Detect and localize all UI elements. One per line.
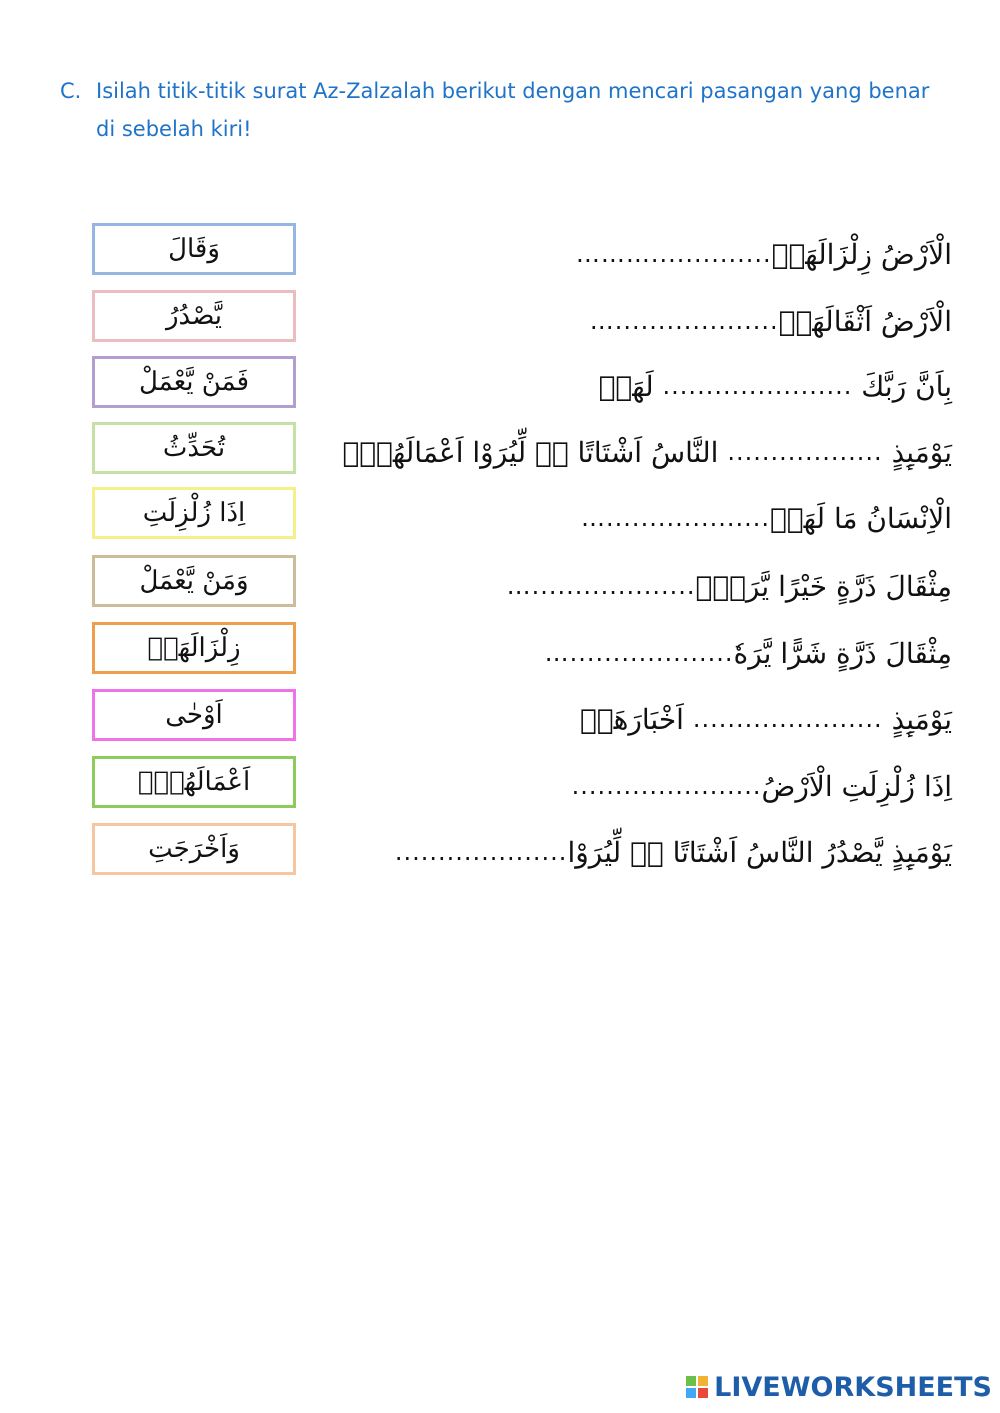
logo-square	[686, 1376, 696, 1386]
answer-option[interactable]: وَقَالَ	[92, 223, 296, 275]
question-prefix: بِاَنَّ رَبَّكَ	[861, 369, 952, 403]
answer-blank[interactable]: …...................	[506, 572, 696, 600]
question-text: اِذَا زُلْزِلَتِ الْاَرْضُ	[761, 769, 952, 803]
answer-option[interactable]: اِذَا زُلْزِلَتِ	[92, 487, 296, 539]
answer-option[interactable]: زِلْزَالَهَاۙ	[92, 622, 296, 674]
question-line	[590, 295, 952, 347]
answer-blank[interactable]: ......................	[662, 372, 853, 400]
question-line	[395, 826, 952, 878]
answer-option[interactable]: فَمَنْ يَّعْمَلْ	[92, 356, 296, 408]
logo-square	[698, 1388, 708, 1398]
question-text: الْاِنْسَانُ مَا لَهَاۚ	[770, 501, 952, 535]
answer-blank[interactable]: …...................	[589, 307, 779, 335]
answer-blank[interactable]: ......................	[571, 772, 762, 800]
question-line	[342, 426, 952, 478]
question-text: مِثْقَالَ ذَرَّةٍ شَرًّا يَّرَهٗ	[733, 636, 952, 670]
instruction-marker: C.	[60, 79, 82, 103]
question-line	[581, 492, 952, 544]
question-line	[576, 228, 952, 280]
answer-blank[interactable]: …...................	[581, 504, 770, 532]
question-text: الْاَرْضُ اَثْقَالَهَاۙ	[778, 304, 952, 338]
answer-blank[interactable]: …...................	[544, 639, 734, 667]
brand-name: LIVEWORKSHEETS	[714, 1371, 992, 1403]
answer-option[interactable]: وَمَنْ يَّعْمَلْ	[92, 555, 296, 607]
question-line	[599, 360, 952, 412]
question-text: يَوْمَىِٕذٍ يَّصْدُرُ النَّاسُ اَشْتَاتًا ەۙ لِّيُرَوْا	[567, 835, 952, 869]
answer-option[interactable]: يَّصْدُرُ	[92, 290, 296, 342]
question-prefix: يَوْمَىِٕذٍ	[891, 702, 952, 736]
logo-square	[686, 1388, 696, 1398]
logo-mark-icon	[686, 1376, 708, 1398]
question-prefix: يَوْمَىِٕذٍ	[891, 435, 952, 469]
question-text: لَهَاۗ	[598, 369, 654, 403]
question-line	[580, 693, 952, 745]
answer-option[interactable]: اَعْمَالَهُمْۗ	[92, 756, 296, 808]
question-text: الْاَرْضُ زِلْزَالَهَاۙ	[771, 237, 952, 271]
answer-blank[interactable]: ………..............	[575, 240, 772, 268]
liveworksheets-logo	[686, 1369, 992, 1405]
question-text: مِثْقَالَ ذَرَّةٍ خَيْرًا يَّرَهٗۚ	[695, 569, 952, 603]
question-line	[572, 760, 952, 812]
answer-blank[interactable]: ....................	[394, 838, 568, 866]
instruction-text: Isilah titik-titik surat Az-Zalzalah berikut dengan mencari pasangan yang benar di sebelah kiri!	[96, 79, 930, 141]
question-text: النَّاسُ اَشْتَاتًا ەۙ لِّيُرَوْا اَعْمَالَهُمْۗ	[342, 435, 719, 469]
answer-blank[interactable]: ..................	[727, 438, 883, 466]
answer-option[interactable]: تُحَدِّثُ	[92, 422, 296, 474]
answer-option[interactable]: وَاَخْرَجَتِ	[92, 823, 296, 875]
answer-option[interactable]: اَوْحٰى	[92, 689, 296, 741]
answer-blank[interactable]: ......................	[692, 705, 883, 733]
instruction	[60, 72, 940, 148]
question-line	[545, 627, 952, 679]
question-text: اَخْبَارَهَاۙ	[579, 702, 684, 736]
question-line	[507, 560, 952, 612]
logo-square	[698, 1376, 708, 1386]
